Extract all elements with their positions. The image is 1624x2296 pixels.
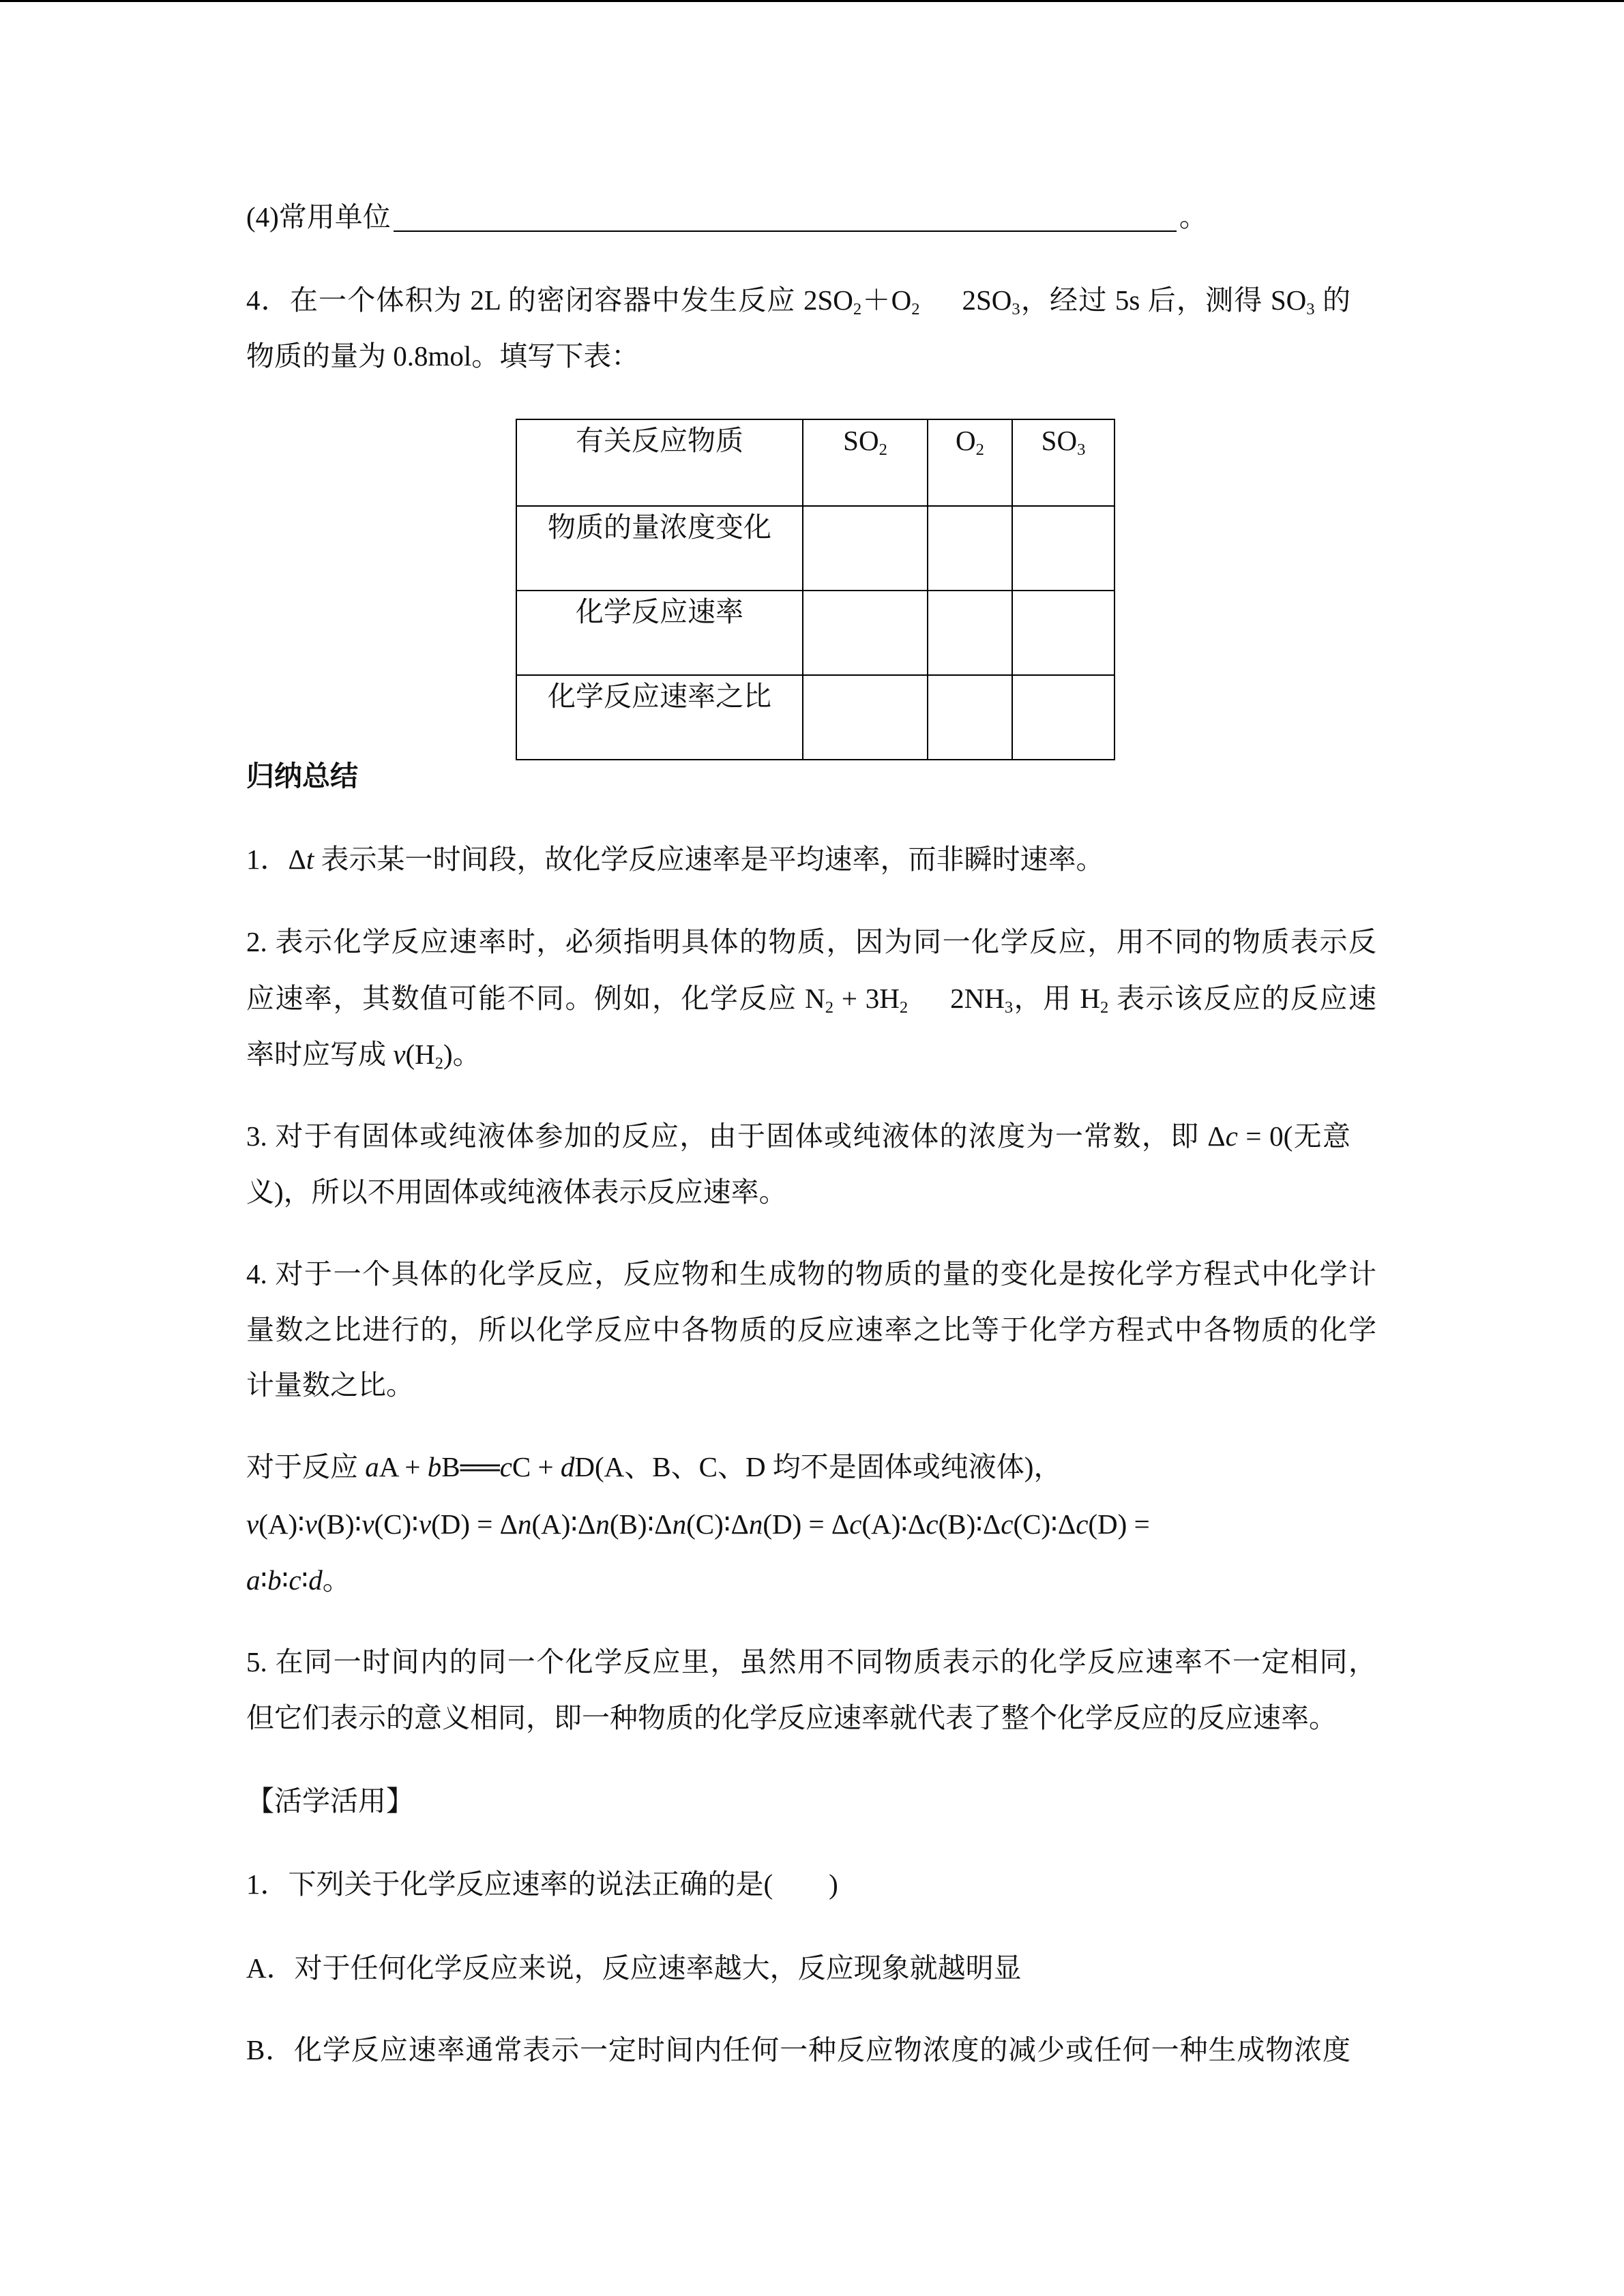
summary-item-2-text-after-arrow: $2NH_3$，用 $H_2$ 表示该反应的反应速 <box>950 983 1377 1017</box>
summary-item-5-line-1: 5. 在同一时间内的同一个化学反应里，虽然用不同物质表示的化学反应速率不一定相同， <box>246 1646 1376 1678</box>
unit-label: (4)常用单位 <box>246 201 391 233</box>
rate-ratio-formula: v(A)∶v(B)∶v(C)∶v(D) = Δn(A)∶Δn(B)∶Δn(C)∶Δn(D) = Δc(A)∶Δc(B)∶Δc(C)∶Δc(D) = <box>246 1508 1150 1540</box>
reaction-table <box>516 419 1115 760</box>
page-top-border <box>0 0 1624 2</box>
reaction-arrow-gap <box>908 1007 950 1008</box>
table-row-rate-ratio <box>516 675 1114 760</box>
subscript: 2 <box>825 998 834 1017</box>
table-cell-empty <box>1012 591 1114 675</box>
summary-item-5-line-2: 但它们表示的意义相同，即一种物质的化学反应速率就代表了整个化学反应的反应速率。 <box>246 1702 1337 1733</box>
italic-symbol: t <box>306 844 314 875</box>
table-cell-empty <box>803 591 928 675</box>
italic-symbol: a <box>365 1451 379 1482</box>
subscript: 2 <box>1100 998 1109 1017</box>
subscript: 2 <box>911 300 920 319</box>
italic-symbol: c <box>1001 1508 1014 1540</box>
unit-line <box>246 196 1376 237</box>
italic-symbol: c <box>1225 1120 1238 1152</box>
subscript: 3 <box>1077 441 1086 460</box>
practice-question-1: 1．下列关于化学反应速率的说法正确的是( ) <box>246 1868 838 1900</box>
subscript: 2 <box>899 998 909 1017</box>
subscript: 2 <box>879 441 887 460</box>
summary-heading: 归纳总结 <box>246 760 358 792</box>
italic-symbol: b <box>267 1564 282 1596</box>
italic-symbol: n <box>517 1508 532 1540</box>
table-cell-empty <box>803 506 928 591</box>
table-cell-empty <box>928 675 1012 760</box>
summary-item-4-line-2: 量数之比进行的，所以化学反应中各物质的反应速率之比等于化学方程式中各物质的化学 <box>246 1314 1376 1345</box>
summary-item-3-line-1: 3. 对于有固体或纯液体参加的反应，由于固体或纯液体的浓度为一常数，即 Δc = 0(无意 <box>246 1120 1350 1152</box>
question-4-line-1 <box>246 280 1350 320</box>
general-reaction-equation: 对于反应 aA + bB══cC + dD(A、B、C、D 均不是固体或纯液体)， <box>246 1451 1062 1482</box>
rate-ratio-formula-end: a∶b∶c∶d。 <box>246 1564 351 1596</box>
subscript: 2 <box>975 441 984 460</box>
summary-item-4-line-3: 计量数之比。 <box>246 1369 414 1401</box>
summary-item-4-line-1: 4. 对于一个具体的化学反应，反应物和生成物的物质的量的变化是按化学方程式中化学计 <box>246 1258 1376 1289</box>
summary-item-2-line-1: 2. 表示化学反应速率时，必须指明具体的物质，因为同一化学反应，用不同的物质表示反 <box>246 926 1376 957</box>
question-4-text-before-arrow: 4．在一个体积为 2L 的密闭容器中发生反应 $2SO_2+O_2$ <box>246 284 920 319</box>
italic-symbol: n <box>748 1508 763 1540</box>
italic-symbol: c <box>926 1508 939 1540</box>
summary-item-3-line-2: 义)，所以不用固体或纯液体表示反应速率。 <box>246 1176 787 1208</box>
subscript: 3 <box>1012 300 1020 319</box>
unit-line-end: 。 <box>1179 201 1207 233</box>
italic-symbol: c <box>1076 1508 1089 1540</box>
header-cell-so3: $SO_3$ <box>1012 419 1114 506</box>
header-cell-substance: 有关反应物质 <box>516 419 803 506</box>
subscript: 3 <box>1306 300 1315 319</box>
italic-symbol: c <box>499 1451 512 1482</box>
italic-symbol: v <box>418 1508 432 1540</box>
summary-item-2-text-before-arrow: 应速率，其数值可能不同。例如，化学反应 $N_2 + 3H_2$ <box>246 983 909 1017</box>
italic-symbol: v <box>246 1508 259 1540</box>
italic-symbol: v <box>361 1508 374 1540</box>
table-header-row <box>516 419 1114 506</box>
italic-symbol: c <box>289 1564 301 1596</box>
practice-option-b: B．化学反应速率通常表示一定时间内任何一种反应物浓度的减少或任何一种生成物浓度 <box>246 2034 1350 2066</box>
reaction-arrow-gap <box>919 309 962 310</box>
practice-heading: 【活学活用】 <box>246 1785 414 1817</box>
question-4-line-2: 物质的量为 0.8mol。填写下表： <box>246 340 640 372</box>
summary-item-2-line-3: 率时应写成 $v(H_2)$。 <box>246 1039 481 1073</box>
row-label: 化学反应速率 <box>516 591 803 675</box>
subscript: 3 <box>1004 998 1014 1017</box>
italic-symbol: n <box>595 1508 610 1540</box>
header-cell-o2: $O_2$ <box>928 419 1012 506</box>
question-4-text-after-arrow: $2SO_3$，经过 5s 后，测得 $SO_3$ 的 <box>962 284 1351 319</box>
italic-symbol: d <box>560 1451 575 1482</box>
table-cell-empty <box>928 506 1012 591</box>
italic-symbol: c <box>849 1508 862 1540</box>
table-cell-empty <box>803 675 928 760</box>
italic-symbol: n <box>672 1508 687 1540</box>
header-cell-so2: $SO_2$ <box>803 419 928 506</box>
answer-blank-line <box>394 204 1177 232</box>
italic-symbol: a <box>246 1564 261 1596</box>
practice-option-a: A．对于任何化学反应来说，反应速率越大，反应现象就越明显 <box>246 1952 1022 1984</box>
italic-symbol: v <box>393 1039 406 1070</box>
table-row-concentration-change <box>516 506 1114 591</box>
row-label: 化学反应速率之比 <box>516 675 803 760</box>
table-cell-empty <box>1012 675 1114 760</box>
row-label: 物质的量浓度变化 <box>516 506 803 591</box>
summary-item-2-line-2 <box>246 978 1376 1019</box>
table-row-reaction-rate <box>516 591 1114 675</box>
italic-symbol: b <box>427 1451 442 1482</box>
italic-symbol: v <box>304 1508 317 1540</box>
subscript: 2 <box>434 1054 444 1073</box>
table-cell-empty <box>1012 506 1114 591</box>
summary-item-1: 1．Δt 表示某一时间段，故化学反应速率是平均速率，而非瞬时速率。 <box>246 844 1104 875</box>
table-cell-empty <box>928 591 1012 675</box>
subscript: 2 <box>853 300 862 319</box>
italic-symbol: d <box>308 1564 323 1596</box>
